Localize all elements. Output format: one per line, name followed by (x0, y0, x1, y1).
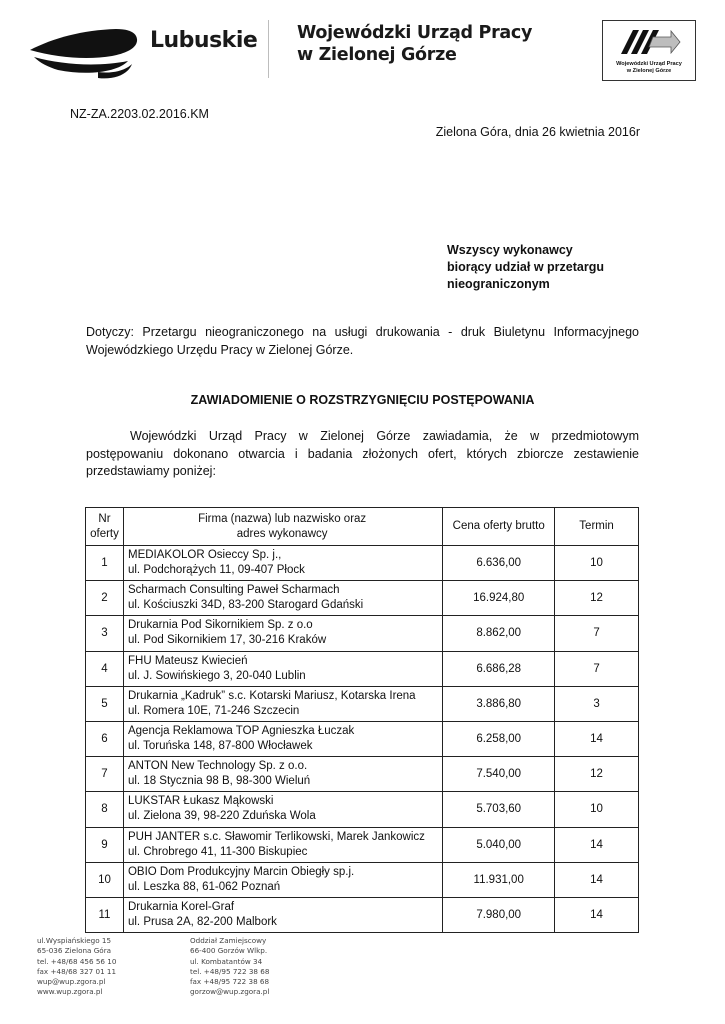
footer-line: fax +48/95 722 38 68 (190, 977, 270, 987)
offer-number: 4 (86, 651, 124, 686)
table-row (86, 686, 639, 721)
header-term: Termin (555, 508, 639, 546)
wup-logo-caption (603, 61, 695, 75)
contractor-address: ul. Leszka 88, 61-062 Poznań (127, 880, 281, 893)
contractor-name: LUKSTAR Łukasz Mąkowski (127, 795, 274, 808)
offer-term: 12 (555, 581, 639, 616)
table-row (86, 862, 639, 897)
table-row (86, 897, 639, 932)
contractor-name: PUH JANTER s.c. Sławomir Terlikowski, Marek Jankowicz (127, 830, 425, 843)
offer-term: 14 (555, 827, 639, 862)
table-row (86, 827, 639, 862)
badge-caption-line1: Wojewódzki Urząd Pracy (616, 61, 682, 67)
contractor-name: Drukarnia „Kadruk” s.c. Kotarski Mariusz, Kotarska Irena (127, 689, 416, 702)
table-row (86, 721, 639, 756)
offer-number: 7 (86, 757, 124, 792)
recipient-line: nieograniczonym (447, 277, 550, 291)
offer-term: 10 (555, 792, 639, 827)
contractor-address: ul. Toruńska 148, 87-800 Włocławek (127, 740, 313, 753)
offer-number: 10 (86, 862, 124, 897)
contractor-address: ul. 18 Stycznia 98 B, 98-300 Wieluń (127, 775, 311, 788)
reference-number: NZ-ZA.2203.02.2016.KM (70, 107, 209, 121)
header-nr-line2: oferty (90, 527, 119, 540)
lubuskie-logo-icon (28, 20, 143, 82)
offer-price: 8.862,00 (443, 616, 555, 651)
offer-term: 14 (555, 897, 639, 932)
offer-price: 11.931,00 (443, 862, 555, 897)
footer-line: www.wup.zgora.pl (37, 987, 103, 997)
contractor-address: ul. Pod Sikornikiem 17, 30-216 Kraków (127, 634, 327, 647)
region-name: Lubuskie (150, 28, 258, 53)
offer-number: 2 (86, 581, 124, 616)
contractor-name: OBIO Dom Produkcyjny Marcin Obiegły sp.j. (127, 865, 355, 878)
footer-line: wup@wup.zgora.pl (37, 977, 106, 987)
contractor-name: Scharmach Consulting Paweł Scharmach (127, 584, 340, 597)
offer-contractor (123, 686, 442, 721)
offer-term: 10 (555, 546, 639, 581)
footer-line: 65-036 Zielona Góra (37, 946, 112, 956)
contractor-name: Drukarnia Pod Sikornikiem Sp. z o.o (127, 619, 313, 632)
offer-price: 5.703,60 (443, 792, 555, 827)
offer-contractor (123, 827, 442, 862)
table-row (86, 757, 639, 792)
offers-table-body (86, 546, 639, 933)
header-firm-line1: Firma (nazwa) lub nazwisko oraz (198, 512, 367, 525)
recipient-block (447, 242, 604, 293)
offer-number: 3 (86, 616, 124, 651)
offer-term: 7 (555, 651, 639, 686)
footer-line: tel. +48/95 722 38 68 (190, 966, 270, 976)
office-name (297, 22, 532, 66)
offers-table (85, 507, 639, 933)
offer-price: 6.686,28 (443, 651, 555, 686)
offer-contractor (123, 897, 442, 932)
footer-line: gorzow@wup.zgora.pl (190, 987, 270, 997)
offer-contractor (123, 581, 442, 616)
contractor-name: MEDIAKOLOR Osieccy Sp. j., (127, 549, 282, 562)
office-name-line1: Wojewódzki Urząd Pracy (297, 23, 533, 43)
contractor-address: ul. J. Sowińskiego 3, 20-040 Lublin (127, 669, 306, 682)
offer-contractor (123, 792, 442, 827)
footer-line: 66-400 Gorzów Wlkp. (190, 946, 268, 956)
offer-number: 6 (86, 721, 124, 756)
header-divider (268, 20, 269, 78)
notice-heading: ZAWIADOMIENIE O ROZSTRZYGNIĘCIU POSTĘPOWANIA (190, 393, 535, 407)
table-row (86, 581, 639, 616)
offer-price: 7.980,00 (443, 897, 555, 932)
footer-line: Oddział Zamiejscowy (190, 936, 267, 945)
contractor-name: FHU Mateusz Kwiecień (127, 654, 248, 667)
footer-line: ul. Kombatantów 34 (190, 956, 263, 966)
header-price: Cena oferty brutto (443, 508, 555, 546)
offer-contractor (123, 546, 442, 581)
table-header-row (86, 508, 639, 546)
offer-contractor (123, 757, 442, 792)
wup-arrows-icon (619, 26, 681, 58)
table-row (86, 651, 639, 686)
intro-paragraph: Wojewódzki Urząd Pracy w Zielonej Górze zawiadamia, że w przedmiotowym postępowaniu dokonano otwarcia i badania złożonych ofert, których zbiorcze zestawienie przedstawiamy poniżej: (86, 429, 639, 478)
offer-price: 16.924,80 (443, 581, 555, 616)
badge-caption-line2: w Zielonej Górze (626, 68, 672, 74)
offer-price: 6.258,00 (443, 721, 555, 756)
offer-contractor (123, 651, 442, 686)
header-nr (86, 508, 124, 546)
office-name-line2: w Zielonej Górze (297, 45, 457, 65)
footer-address-main (37, 936, 116, 998)
table-row (86, 792, 639, 827)
table-row (86, 616, 639, 651)
footer-line: fax +48/68 327 01 11 (37, 966, 117, 976)
place-date: Zielona Góra, dnia 26 kwietnia 2016r (435, 125, 640, 139)
contractor-name: Drukarnia Korel-Graf (127, 900, 235, 913)
offer-price: 3.886,80 (443, 686, 555, 721)
offer-term: 14 (555, 721, 639, 756)
contractor-name: Agencja Reklamowa TOP Agnieszka Łuczak (127, 725, 355, 738)
header-firm (123, 508, 442, 546)
offer-number: 11 (86, 897, 124, 932)
table-row (86, 546, 639, 581)
offer-term: 14 (555, 862, 639, 897)
offer-contractor (123, 721, 442, 756)
subject-line: Dotyczy: Przetargu nieograniczonego na usługi drukowania - druk Biuletynu Informacyjnego Wojewódzkiego Urzędu Pracy w Zielonej Górze. (86, 325, 639, 357)
footer-address-branch (190, 936, 269, 998)
header-firm-line2: adres wykonawcy (236, 527, 328, 540)
contractor-address: ul. Zielona 39, 98-220 Zduńska Wola (127, 810, 316, 823)
recipient-line: Wszyscy wykonawcy (447, 243, 573, 257)
offer-number: 1 (86, 546, 124, 581)
offer-number: 8 (86, 792, 124, 827)
contractor-address: ul. Chrobrego 41, 11-300 Biskupiec (127, 845, 308, 858)
offer-price: 5.040,00 (443, 827, 555, 862)
recipient-line: biorący udział w przetargu (447, 260, 604, 274)
contractor-address: ul. Prusa 2A, 82-200 Malbork (127, 915, 277, 928)
contractor-name: ANTON New Technology Sp. z o.o. (127, 760, 308, 773)
offer-term: 12 (555, 757, 639, 792)
contractor-address: ul. Romera 10E, 71-246 Szczecin (127, 704, 300, 717)
offer-contractor (123, 616, 442, 651)
contractor-address: ul. Kościuszki 34D, 83-200 Starogard Gdański (127, 599, 364, 612)
footer-line: ul.Wyspiańskiego 15 (37, 936, 112, 945)
offer-term: 7 (555, 616, 639, 651)
offer-price: 7.540,00 (443, 757, 555, 792)
offer-number: 5 (86, 686, 124, 721)
header-nr-line1: Nr (98, 512, 111, 525)
wup-logo-badge (602, 20, 696, 81)
contractor-address: ul. Podchorążych 11, 09-407 Płock (127, 564, 305, 577)
offer-number: 9 (86, 827, 124, 862)
offer-contractor (123, 862, 442, 897)
offer-term: 3 (555, 686, 639, 721)
offer-price: 6.636,00 (443, 546, 555, 581)
footer-line: tel. +48/68 456 56 10 (37, 956, 117, 966)
